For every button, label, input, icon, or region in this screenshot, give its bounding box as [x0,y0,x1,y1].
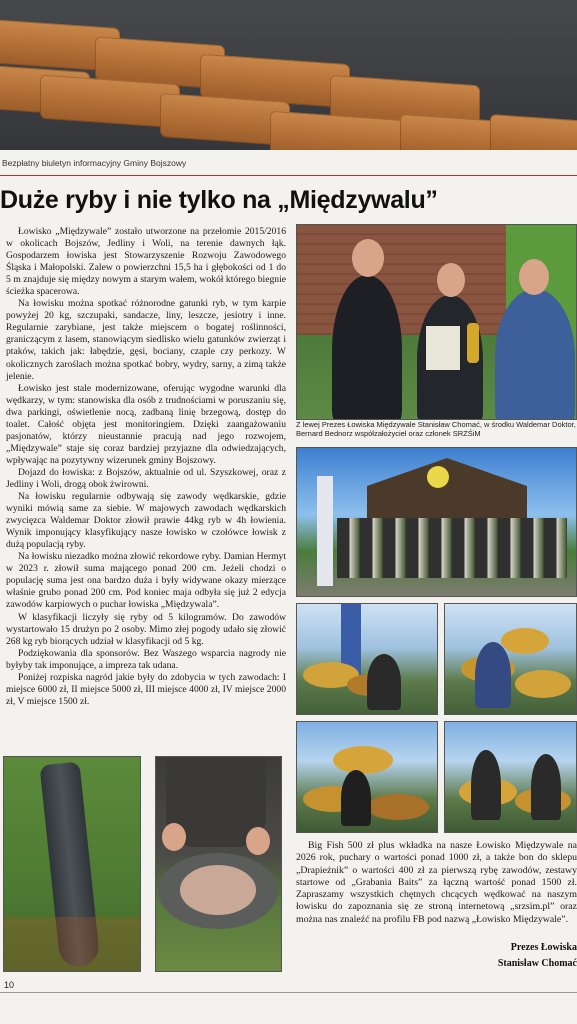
article-title: Duże ryby i nie tylko na „Międzywalu” [0,186,438,214]
article-body [6,226,286,708]
paragraph: Łowisko „Międzywale” zostało utworzone na przełomie 2015/2016 w okolicach Bojszów, Jedliny i Woli, na terenie dawnych łąk. Gospodarzem łowiska jest Stowarzyszenie Rozwoju Zawodowego Śląska i Małopolski. Zalew o powierzchni 15,5 ha i głębokości od 1 do 5 m znajduje się między nowym a starym wałem, wokół którego biegnie ścieżka spacerowa. [6,226,286,298]
catfish-mouth-photo [155,756,282,972]
carp-photo [444,721,577,833]
paragraph: Big Fish 500 zł plus wkładka na nasze Łowisko Międzywale na 2026 rok, puchary o wartości ponad 1000 zł, a także bon do sklepu „Drapieżnik” o wartości 400 zł za pierwszą rybę zawodów, zestawy startowe od „Grabania Baits” za łączną wartość ponad 1500 zł. Zapraszamy wszystkich chętnych chcących wędkować na naszym łowisku do zapoznania się ze stroną internetową „srzsim.pl” oraz można nas znaleźć na profilu FB pod nazwą „Łowisko Międzywale”. [296,840,577,925]
carp-photo [296,721,438,833]
right-column-text [296,840,577,926]
paragraph: W klasyfikacji liczyły się ryby od 5 kilogramów. Do zawodów wystartowało 15 drużyn po 2 osoby. Mimo złej pogody udało się złowić 268 kg ryb biorących udział w klasyfikacji od 5 kg. [6,611,286,647]
bulletin-header: Bezpłatny biuletyn informacyjny Gminy Bojszowy [0,158,577,176]
footer-divider [0,992,577,993]
paragraph: Na łowisku regularnie odbywają się zawody wędkarskie, gdzie wyniki mówią same za siebie. W majowych zawodach wędkarskich zwycięzca Waldemar Doktor złowił prawie 44kg ryb w 4h łowienia. Wynik imponujący klasyfikujący nasze łowisko w czołówce łowisk z dużą populacją ryby. [6,491,286,551]
paragraph: Łowisko jest stale modernizowane, oferując wygodne warunki dla wędkarzy, w tym: stanowiska dla osób z trudnościami w poruszaniu się, dwa parkingi, oświetlenie nocą, zadbaną linię brzegową, dostęp do toalet. Całość objęta jest monitoringiem. Dzięki zaangażowaniu pasjonatów, którzy nieustannie pracują nad jego rozwojem, „Międzywale” staje się coraz bardziej przyjazne dla odwiedzających, wpływając na pozytywny wizerunek gminy Bojszowy. [6,382,286,466]
paragraph: Dojazd do łowiska: z Bojszów, aktualnie od ul. Szyszkowej, oraz z Jedliny i Woli, drogą obok żwirowni. [6,466,286,490]
signature-role: Prezes Łowiska [510,942,577,953]
paragraph: Poniżej rozpiska nagród jakie były do zdobycia w tych zawodach: I miejsce 6000 zł, II miejsce 5000 zł, III miejsce 4000 zł, IV miejsce 2000 zł, V miejsce 1500 zł. [6,671,286,707]
competitors-group-photo [296,447,577,597]
signature [440,940,577,972]
photo-caption: Z lewej Prezes Łowiska Międzywale Stanisław Chomać, w środku Waldemar Doktor, Bernard Bednorz współzałożyciel oraz członek SRZŚiM [296,420,576,438]
page-number: 10 [4,980,15,990]
carp-photo [296,603,438,715]
award-ceremony-photo [296,224,577,420]
paragraph: Na łowisku niezadko można złowić rekordowe ryby. Damian Hermyt w 2023 r. złowił suma mającego ponad 200 cm. Jeżeli chodzi o populację suma jest ona bardzo duża i były widywane okazy mierzące właśnie grubo ponad 200 cm. Pod koniec maja odbyła się już 2 edycja zawodów karpiowych o puchar łowiska „Międzywala”. [6,551,286,611]
catfish-on-grass-photo [3,756,141,972]
carp-photo [444,603,577,715]
signature-name: Stanisław Chomać [497,958,577,969]
paragraph: Na łowisku można spotkać różnorodne gatunki ryb, w tym karpie powyżej 20 kg, szczupaki, sandacze, liny, leszcze, jesiotry i inne. Regularnie zarybiane, jest także miejscem o bogatej roślinności, graniczącym z lasem, stanowiącym siedlisko wielu gatunków zwierząt i ptaków, takich jak: łabędzie, gęsi, bociany, czaple czy perkozy. W okolicznych zaroślach można spotkać bobry, wydry, sarny, a zimą także jelenie. [6,298,286,382]
paragraph: Podziękowania dla sponsorów. Bez Waszego wsparcia nagrody nie byłyby tak imponujące, a impreza tak udana. [6,647,286,671]
